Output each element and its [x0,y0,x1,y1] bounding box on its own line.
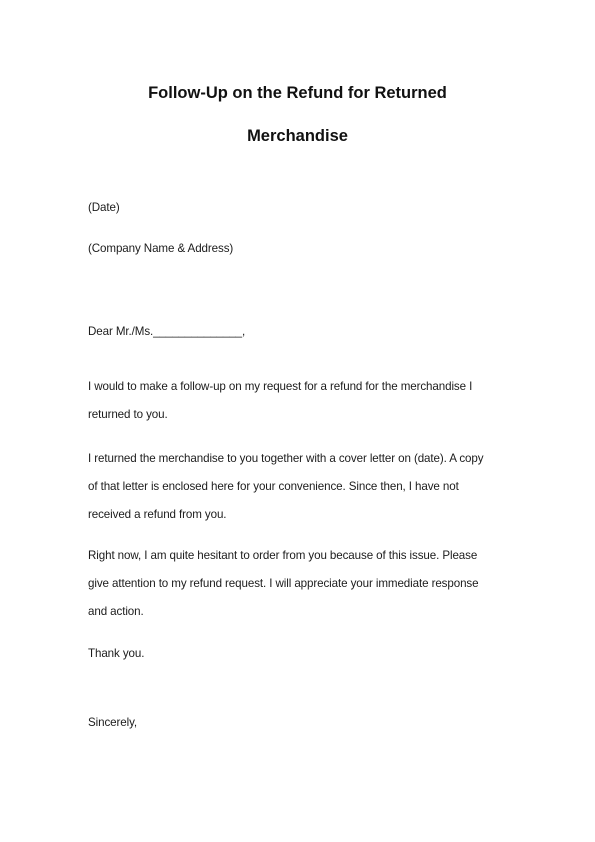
paragraph-1-line-2: returned to you. [88,408,168,421]
date-placeholder: (Date) [88,201,120,214]
closing-line: Sincerely, [88,716,138,729]
paragraph-3-line-3: and action. [88,605,144,618]
paragraph-2-line-1: I returned the merchandise to you together with a cover letter on (date). A copy [88,452,484,465]
company-placeholder: (Company Name & Address) [88,242,234,255]
document-title-line-1: Follow-Up on the Refund for Returned [148,84,447,102]
paragraph-2-line-2: of that letter is enclosed here for your convenience. Since then, I have not [88,480,459,493]
paragraph-2-line-3: received a refund from you. [88,508,227,521]
document-title-line-2: Merchandise [247,127,348,145]
paragraph-3-line-2: give attention to my refund request. I will appreciate your immediate response [88,577,479,590]
salutation: Dear Mr./Ms.______________, [88,325,246,338]
thanks-line: Thank you. [88,647,145,660]
paragraph-3-line-1: Right now, I am quite hesitant to order from you because of this issue. Please [88,549,478,562]
paragraph-1-line-1: I would to make a follow-up on my request for a refund for the merchandise I [88,380,473,393]
